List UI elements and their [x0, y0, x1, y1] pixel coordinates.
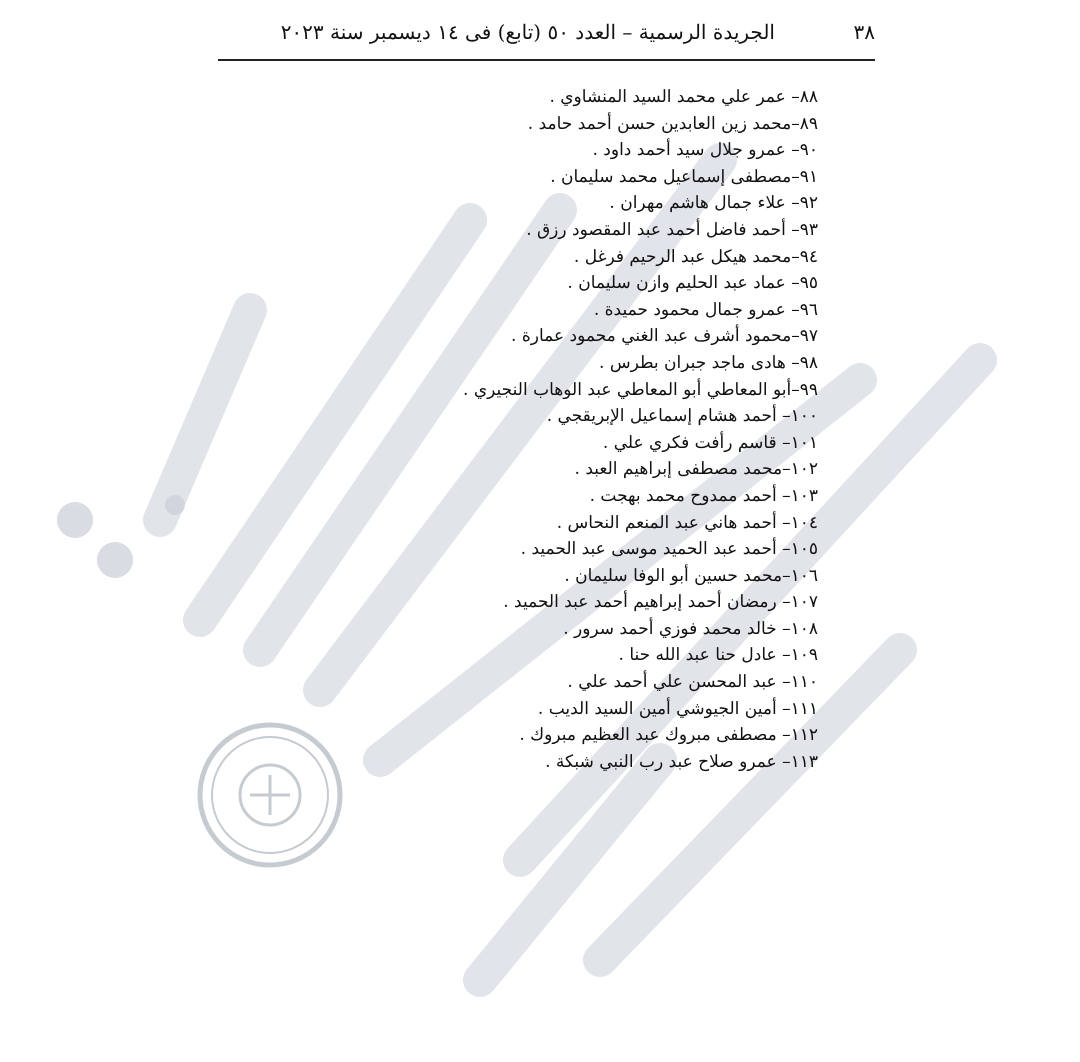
list-item: ٨٨– عمر علي محمد السيد المنشاوي .: [549, 87, 818, 107]
list-item: ٩٣– أحمد فاضل أحمد عبد المقصود رزق .: [526, 219, 818, 240]
header-rule: [218, 59, 875, 61]
list-item: ١١٣– عمرو صلاح عبد رب النبي شبكة .: [545, 751, 818, 772]
list-item: ٨٩–محمد زين العابدين حسن أحمد حامد .: [527, 113, 818, 134]
list-item: ١١٢– مصطفى مبروك عبد العظيم مبروك .: [519, 725, 818, 746]
list-item: ١٠٨– خالد محمد فوزي أحمد سرور .: [563, 618, 818, 639]
list-item: ١٠٧– رمضان أحمد إبراهيم أحمد عبد الحميد .: [503, 592, 818, 613]
list-item: ١٠٣– أحمد ممدوح محمد بهجت .: [589, 485, 818, 506]
list-item: ١٠١– قاسم رأفت فكري علي .: [602, 432, 818, 453]
page-header: [215, 12, 875, 52]
list-item: ٩٤–محمد هيكل عبد الرحيم فرغل .: [573, 246, 818, 267]
list-item: ٩٨– هادى ماجد جبران بطرس .: [599, 352, 818, 373]
list-item: ٩١–مصطفى إسماعيل محمد سليمان .: [550, 166, 818, 187]
list-item: ٩٥– عماد عبد الحليم وازن سليمان .: [567, 273, 818, 294]
list-item: ١١٠– عبد المحسن علي أحمد علي .: [567, 672, 818, 693]
list-item: ٩٩–أبو المعاطي أبو المعاطي عبد الوهاب النجيري .: [463, 379, 818, 400]
list-item: ٩٧–محمود أشرف عبد الغني محمود عمارة .: [511, 326, 818, 347]
list-item: ١٠٢–محمد مصطفى إبراهيم العبد .: [574, 459, 818, 480]
running-title: الجريدة الرسمية – العدد ٥٠ (تابع) فى ١٤ ديسمبر سنة ٢٠٢٣: [280, 20, 775, 44]
list-item: ١٠٤– أحمد هاني عبد المنعم النحاس .: [556, 512, 818, 533]
names-list: [258, 84, 818, 775]
watermark-ornaments: [57, 495, 185, 578]
list-item: ٩٦– عمرو جمال محمود حميدة .: [593, 299, 818, 320]
list-item: ١١١– أمين الجيوشي أمين السيد الديب .: [537, 698, 818, 719]
list-item: ١٠٠– أحمد هشام إسماعيل الإبريقجي .: [546, 406, 818, 427]
list-item: ١٠٩– عادل حنا عبد الله حنا .: [618, 645, 818, 666]
page-number: ٣٨: [853, 20, 875, 44]
list-item: ٩٠– عمرو جلال سيد أحمد داود .: [592, 140, 818, 161]
list-item: ١٠٦–محمد حسين أبو الوفا سليمان .: [564, 565, 818, 586]
list-item: ١٠٥– أحمد عبد الحميد موسى عبد الحميد .: [520, 539, 818, 560]
list-item: ٩٢– علاء جمال هاشم مهران .: [609, 193, 818, 214]
